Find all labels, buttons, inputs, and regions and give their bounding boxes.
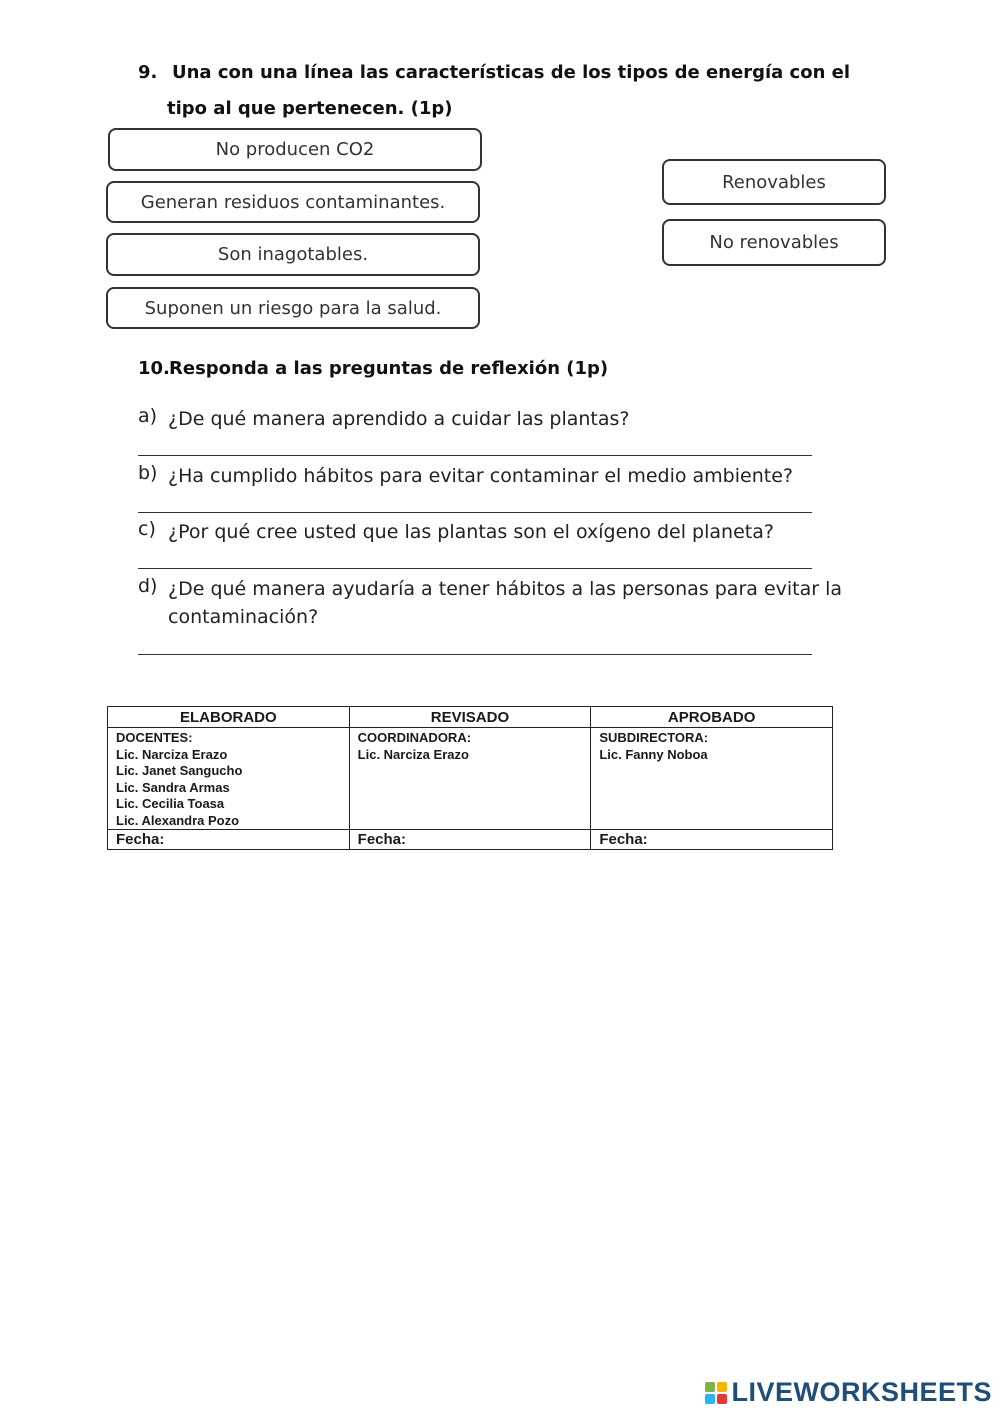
question-d — [138, 575, 878, 635]
header-aprobado: APROBADO — [591, 707, 833, 728]
left-item-2[interactable]: Son inagotables. — [106, 233, 480, 276]
answer-line-b[interactable] — [138, 512, 812, 513]
aprobado-role: SUBDIRECTORA: — [599, 730, 709, 745]
elaborado-name: Lic. Alexandra Pozo — [116, 812, 240, 828]
right-item-0[interactable]: Renovables — [662, 159, 886, 205]
left-item-0[interactable]: No producen CO2 — [108, 128, 482, 171]
elaborado-name: Lic. Janet Sangucho — [116, 763, 243, 778]
aprobado-cell — [591, 728, 833, 830]
elaborado-name: Lic. Cecilia Toasa — [116, 796, 225, 811]
signature-table — [107, 706, 833, 850]
fecha-aprobado: Fecha: — [591, 830, 833, 850]
revisado-role: COORDINADORA: — [357, 730, 472, 745]
q9-title-line1: Una con una línea las características de los tipos de energía con el — [172, 62, 851, 83]
question-c-text: ¿Por qué cree usted que las plantas son el oxígeno del planeta? — [168, 521, 774, 543]
elaborado-role: DOCENTES: — [116, 730, 193, 745]
question-d-text: ¿De qué manera ayudaría a tener hábitos a las personas para evitar la contaminación? — [168, 578, 843, 628]
right-item-1[interactable]: No renovables — [662, 219, 886, 266]
fecha-revisado: Fecha: — [349, 830, 591, 850]
elaborado-name: Lic. Sandra Armas — [116, 779, 230, 795]
elaborado-cell — [108, 728, 350, 830]
question-d-label: d) — [138, 575, 158, 597]
header-revisado: REVISADO — [349, 707, 591, 728]
left-item-1[interactable]: Generan residuos contaminantes. — [106, 181, 480, 223]
q9-title-line2: tipo al que pertenecen. (1p) — [167, 98, 453, 119]
question-a-text: ¿De qué manera aprendido a cuidar las plantas? — [168, 408, 630, 430]
question-a — [138, 405, 868, 435]
answer-line-d[interactable] — [138, 654, 812, 655]
question-b-label: b) — [138, 462, 158, 484]
question-b-text: ¿Ha cumplido hábitos para evitar contaminar el medio ambiente? — [168, 465, 793, 487]
answer-line-a[interactable] — [138, 455, 812, 456]
revisado-cell — [349, 728, 591, 830]
liveworksheets-logo — [705, 1377, 992, 1408]
logo-mark-icon — [705, 1382, 727, 1404]
revisado-name: Lic. Narciza Erazo — [357, 746, 469, 762]
question-c — [138, 518, 868, 548]
q10-title: Responda a las preguntas de reflexión (1p) — [169, 358, 609, 379]
question-b — [138, 462, 868, 492]
header-elaborado: ELABORADO — [108, 707, 350, 728]
aprobado-name: Lic. Fanny Noboa — [599, 746, 708, 762]
elaborado-name: Lic. Narciza Erazo — [116, 746, 228, 762]
q9-number: 9. — [138, 62, 158, 83]
left-item-3[interactable]: Suponen un riesgo para la salud. — [106, 287, 480, 329]
q10-number: 10. — [138, 358, 170, 379]
logo-text: LIVEWORKSHEETS — [731, 1377, 992, 1407]
question-c-label: c) — [138, 518, 156, 540]
question-a-label: a) — [138, 405, 158, 427]
fecha-elaborado: Fecha: — [108, 830, 350, 850]
answer-line-c[interactable] — [138, 568, 812, 569]
